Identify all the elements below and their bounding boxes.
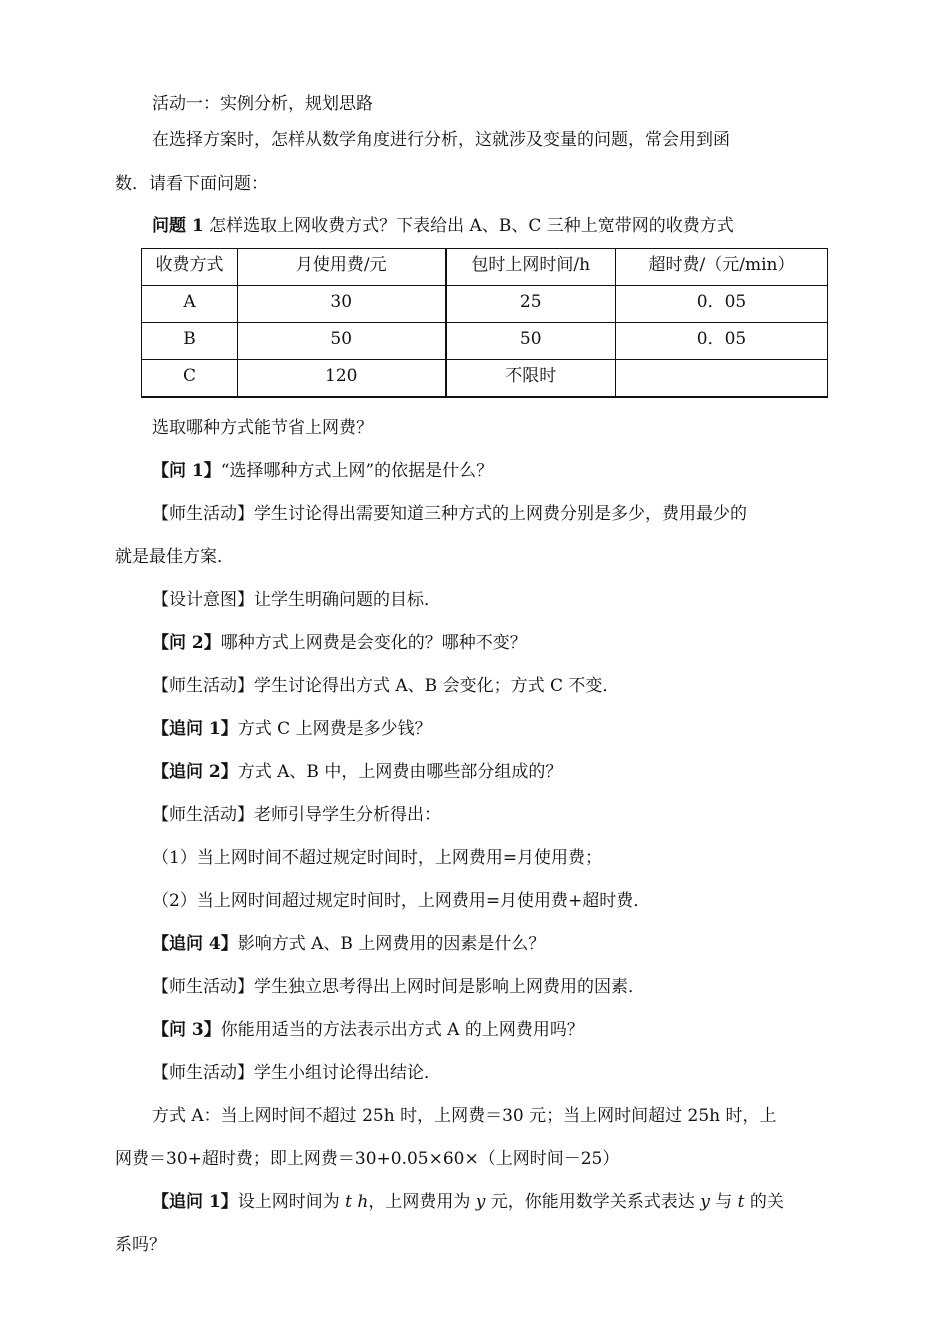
fee-table <box>141 248 828 398</box>
problem-label: 问题 1 <box>152 216 204 236</box>
intro-paragraph: 在选择方案时，怎样从数学角度进行分析，这就涉及变量的问题，常会用到函 <box>152 130 730 150</box>
question-2 <box>152 631 527 655</box>
table-cell: 不限时 <box>446 360 616 397</box>
table-cell: 50 <box>238 323 446 360</box>
activity-label: 【师生活动】 <box>152 504 254 524</box>
var-t: t <box>345 1192 352 1212</box>
teacher-student-activity <box>152 975 645 999</box>
f2-label: 【追问 2】 <box>152 762 238 782</box>
f4-label: 【追问 4】 <box>152 934 238 954</box>
q2-label: 【问 2】 <box>152 633 221 653</box>
question-3 <box>152 1018 584 1042</box>
activity-text: 学生讨论得出方式 A、B 会变化；方式 C 不变． <box>254 676 620 696</box>
follow-up-1 <box>152 717 432 741</box>
activity-heading: 活动一：实例分析，规划思路 <box>152 94 373 114</box>
f4-text: 影响方式 A、B 上网费用的因素是什么？ <box>237 934 546 954</box>
activity-text: 学生小组讨论得出结论． <box>254 1063 441 1083</box>
table-header-row <box>142 249 828 286</box>
table-cell: 120 <box>238 360 446 397</box>
design-intent <box>152 588 441 612</box>
f1b-text: 与 <box>709 1192 738 1212</box>
f1b-text: 设上网时间为 <box>237 1192 346 1212</box>
intro-paragraph-cont: 数．请看下面问题： <box>115 174 268 194</box>
q2-text: 哪种方式上网费是会变化的？哪种不变？ <box>220 633 527 653</box>
f1b-text: ，上网费用为 <box>368 1192 476 1212</box>
var-h: h <box>352 1192 369 1212</box>
follow-up-1b-cont: 系吗？ <box>115 1235 166 1255</box>
list-item: （1）当上网时间不超过规定时间时，上网费用=月使用费； <box>152 848 603 868</box>
follow-up-1b <box>152 1190 784 1214</box>
q1-label: 【问 1】 <box>152 461 221 481</box>
table-cell <box>616 360 828 397</box>
teacher-student-activity <box>152 1061 441 1085</box>
activity-label: 【师生活动】 <box>152 805 254 825</box>
f1-label: 【追问 1】 <box>152 719 238 739</box>
table-row <box>142 323 828 360</box>
table-row <box>142 360 828 397</box>
list-item: （2）当上网时间超过规定时间时，上网费用=月使用费+超时费． <box>152 891 651 911</box>
q1-text: “选择哪种方式上网”的依据是什么？ <box>220 461 494 481</box>
follow-up-4 <box>152 932 545 956</box>
q3-label: 【问 3】 <box>152 1020 221 1040</box>
table-question: 选取哪种方式能节省上网费？ <box>152 418 373 438</box>
teacher-student-activity <box>152 674 619 698</box>
design-text: 让学生明确问题的目标． <box>254 590 441 610</box>
activity-text-cont: 就是最佳方案． <box>115 547 234 567</box>
table-header-cell: 月使用费/元 <box>238 249 446 286</box>
problem-statement <box>152 214 734 238</box>
table-row <box>142 286 828 323</box>
follow-up-2 <box>152 760 562 784</box>
table-header-cell: 超时费/（元/min） <box>616 249 828 286</box>
table-cell: B <box>142 323 238 360</box>
f1b-text: 的关 <box>744 1192 784 1212</box>
table-cell: 25 <box>446 286 616 323</box>
activity-text: 学生讨论得出需要知道三种方式的上网费分别是多少，费用最少的 <box>254 504 747 524</box>
teacher-student-activity <box>152 502 747 526</box>
var-t: t <box>737 1192 745 1212</box>
q3-text: 你能用适当的方法表示出方式 A 的上网费用吗？ <box>220 1020 584 1040</box>
teacher-student-activity <box>152 803 441 827</box>
f1-text: 方式 C 上网费是多少钱？ <box>237 719 432 739</box>
method-a-paragraph-cont: 网费＝30+超时费；即上网费＝30+0.05×60×（上网时间－25） <box>115 1149 620 1169</box>
question-1 <box>152 459 493 483</box>
f1b-label: 【追问 1】 <box>152 1192 238 1212</box>
problem-text: 怎样选取上网收费方式？下表给出 A、B、C 三种上宽带网的收费方式 <box>203 216 734 236</box>
activity-label: 【师生活动】 <box>152 676 254 696</box>
var-y: y <box>475 1192 486 1212</box>
activity-label: 【师生活动】 <box>152 977 254 997</box>
f2-text: 方式 A、B 中，上网费由哪些部分组成的？ <box>237 762 563 782</box>
design-label: 【设计意图】 <box>152 590 254 610</box>
table-cell: 0．05 <box>616 323 828 360</box>
var-y: y <box>700 1192 710 1212</box>
activity-label: 【师生活动】 <box>152 1063 254 1083</box>
table-header-cell: 包时上网时间/h <box>446 249 616 286</box>
table-cell: 0．05 <box>616 286 828 323</box>
table-header-cell: 收费方式 <box>142 249 238 286</box>
table-cell: 50 <box>446 323 616 360</box>
table-cell: C <box>142 360 238 397</box>
table-cell: 30 <box>238 286 446 323</box>
f1b-text: 元，你能用数学关系式表达 <box>485 1192 701 1212</box>
activity-text: 老师引导学生分析得出： <box>254 805 441 825</box>
activity-text: 学生独立思考得出上网时间是影响上网费用的因素． <box>254 977 645 997</box>
table-cell: A <box>142 286 238 323</box>
method-a-paragraph: 方式 A：当上网时间不超过 25h 时，上网费＝30 元；当上网时间超过 25h 时，上 <box>152 1106 777 1126</box>
